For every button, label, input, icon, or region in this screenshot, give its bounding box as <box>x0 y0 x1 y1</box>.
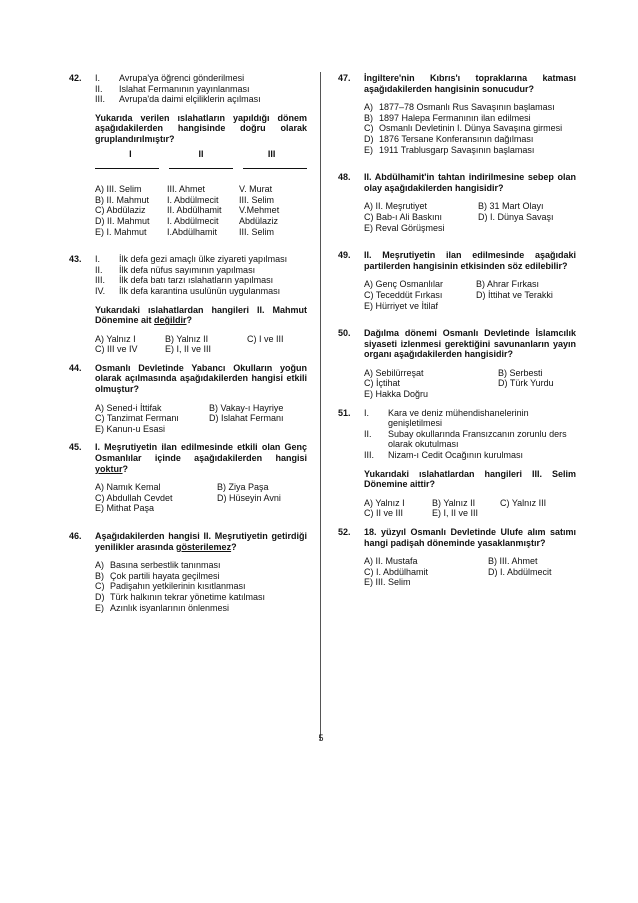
table-header-cell: I <box>129 148 132 159</box>
table-cell: III. Selim <box>239 194 275 205</box>
question-text: İngiltere'nin Kıbrıs'ı topraklarına katması aşağıdakilerden hangisinin sonucudur? <box>364 73 576 94</box>
answer-option[interactable]: E) III. Selim <box>364 577 411 588</box>
answer-option[interactable]: E) I, II ve III <box>432 508 479 519</box>
table-cell: Abdülaziz <box>239 215 279 226</box>
question-text <box>95 305 307 326</box>
question-number: 45. <box>69 442 82 453</box>
option-letter: A) <box>95 560 104 571</box>
question-text-emphasis: değildir <box>154 315 187 326</box>
statement-list <box>95 254 307 296</box>
statement-roman: III. <box>95 275 106 286</box>
question-text: 18. yüzyıl Osmanlı Devletinde Ulufe alım satımı hangi padişah döneminde yasaklanmıştır? <box>364 527 576 548</box>
question-text-pre: I. Meşrutiyetin ilan edilmesinde etkili olan Genç Osmanlılar içinde aşağıdakilerden hangisi <box>95 442 307 464</box>
question-52 <box>338 527 576 588</box>
question-text <box>95 442 307 474</box>
option-letter: E) <box>95 602 104 613</box>
statement-text: Avrupa'da daimi elçiliklerin açılması <box>119 94 261 105</box>
statement-item <box>95 275 307 286</box>
answer-options <box>364 556 576 588</box>
option-letter: C) <box>95 581 105 592</box>
question-number: 44. <box>69 362 82 373</box>
answer-option[interactable]: E) Reval Görüşmesi <box>364 222 445 233</box>
table-cell: E) I. Mahmut <box>95 226 147 237</box>
answer-options <box>95 482 307 514</box>
answer-option[interactable] <box>95 571 307 582</box>
statement-item <box>364 450 576 461</box>
option-text: 1897 Halepa Fermanının ilan edilmesi <box>379 112 531 123</box>
statement-roman: I. <box>95 254 101 265</box>
statement-text: İlk defa batı tarzı ıslahatların yapılması <box>119 275 274 286</box>
answer-options <box>364 279 576 311</box>
statement-roman: III. <box>95 94 106 105</box>
statement-text: İlk defa gezi amaçlı ülke ziyareti yapılması <box>119 254 288 265</box>
option-text: Basına serbestlik tanınması <box>110 560 221 571</box>
table-header-cell: III <box>267 148 276 159</box>
answer-options <box>95 560 307 613</box>
option-letter: B) <box>364 112 373 123</box>
answer-option[interactable]: A) Yalnız I <box>364 497 405 508</box>
question-48 <box>338 172 576 233</box>
statement-item <box>364 429 576 450</box>
option-text: 1876 Tersane Konferansının dağılması <box>379 133 534 144</box>
table-cell: B) II. Mahmut <box>95 194 150 205</box>
statement-roman: IV. <box>95 285 106 296</box>
question-text: II. Abdülhamit'in tahtan indirilmesine sebep olan olay aşağıdakilerden hangisidir? <box>364 172 576 193</box>
question-text: Dağılma dönemi Osmanlı Devletinde İslamcılık siyaseti izlenmesi gerektiğini savunanların yayın organı aşağıdakilerden hangisidir? <box>364 328 576 360</box>
statement-item <box>364 408 576 429</box>
answer-option[interactable]: B) Yalnız II <box>165 333 209 344</box>
answer-option[interactable]: C) İçtihat <box>364 378 401 389</box>
option-letter: B) <box>95 570 104 581</box>
answer-option[interactable]: C) II ve III <box>364 508 404 519</box>
statement-roman: I. <box>95 73 101 83</box>
answer-option[interactable]: A) Sebilürreşat <box>364 367 424 378</box>
option-text: 1877–78 Osmanlı Rus Savaşının başlaması <box>379 102 555 113</box>
answer-options <box>364 498 576 519</box>
statement-roman: II. <box>95 83 103 94</box>
answer-option[interactable]: C) I ve III <box>247 333 284 344</box>
option-text: Çok partili hayata geçilmesi <box>110 570 220 581</box>
answer-options <box>364 102 576 155</box>
answer-option[interactable]: B) Yalnız II <box>432 497 476 508</box>
table-cell: III. Selim <box>239 226 275 237</box>
question-42 <box>69 73 307 237</box>
question-number: 46. <box>69 531 82 541</box>
question-text: II. Meşrutiyetin ilan edilmesinde aşağıdaki partilerden hangisinin etkisinden söz edilebilir? <box>364 250 576 271</box>
question-text: Yukarıda verilen ıslahatların yapıldığı dönem aşağıdakilerden hangisinde doğru olarak gruplandırılmıştır? <box>95 112 307 144</box>
page-number: 5 <box>318 733 324 743</box>
option-letter: A) <box>364 102 373 113</box>
question-text <box>95 531 307 552</box>
answer-option[interactable]: B) Ziya Paşa <box>217 482 269 493</box>
table-header <box>95 149 307 160</box>
table-cell: V.Mehmet <box>239 205 280 216</box>
answer-options <box>364 201 576 233</box>
table-cell: D) II. Mahmut <box>95 215 150 226</box>
answer-option[interactable]: E) Kanun-u Esasi <box>95 423 166 434</box>
answer-option[interactable]: E) Mithat Paşa <box>95 503 155 514</box>
answer-option[interactable]: C) Bab-ı Ali Baskını <box>364 211 443 222</box>
table-header-cell: II <box>198 148 204 159</box>
question-number: 51. <box>338 407 351 418</box>
question-47 <box>338 73 576 155</box>
answer-option[interactable]: C) Abdullah Cevdet <box>95 492 173 503</box>
statement-text: Subay okullarında Fransızcanın zorunlu ders olarak okutulması <box>388 428 567 450</box>
question-number: 43. <box>69 254 82 265</box>
statement-list <box>364 408 576 461</box>
answer-option[interactable]: D) Hüseyin Avni <box>217 492 281 503</box>
statement-roman: III. <box>364 450 375 461</box>
option-letter: E) <box>364 144 373 155</box>
answer-options <box>95 403 307 435</box>
question-text-post: ? <box>231 541 237 552</box>
answer-option[interactable]: B) 31 Mart Olayı <box>478 201 544 212</box>
question-51 <box>338 408 576 519</box>
answer-option[interactable]: C) III ve IV <box>95 344 138 355</box>
answer-option[interactable] <box>95 603 307 614</box>
answer-option[interactable]: D) Islahat Fermanı <box>209 413 284 424</box>
question-text-emphasis: gösterilemez <box>176 541 232 552</box>
answer-option[interactable] <box>95 581 307 592</box>
question-text-pre: Aşağıdakilerden hangisi II. Meşrutiyetin getirdiği yenilikler arasında <box>95 531 307 552</box>
answer-option[interactable] <box>95 227 307 238</box>
statement-text: Avrupa'ya öğrenci gönderilmesi <box>119 73 245 83</box>
question-text: Yukarıdaki ıslahatlardan hangileri III. Selim Dönemine aittir? <box>364 468 576 490</box>
answer-option[interactable]: A) II. Mustafa <box>364 556 418 567</box>
answer-option[interactable]: C) I. Abdülhamit <box>364 566 429 577</box>
statement-item <box>95 84 307 95</box>
statement-text: Kara ve deniz mühendishanelerinin genişletilmesi <box>388 407 529 429</box>
question-50 <box>338 328 576 400</box>
table-cell: I.Abdülhamit <box>167 226 218 237</box>
answer-option[interactable]: B) Ahrar Fırkası <box>476 279 540 290</box>
statement-roman: II. <box>364 428 372 439</box>
table-rows <box>95 184 307 237</box>
option-letter: D) <box>95 591 105 602</box>
answer-option[interactable] <box>364 102 576 113</box>
option-text: Osmanlı Devletinin I. Dünya Savaşına girmesi <box>379 123 563 134</box>
table-cell: III. Ahmet <box>167 184 206 195</box>
table-header-lines <box>95 168 307 170</box>
answer-option[interactable]: D) I. Dünya Savaşı <box>478 211 554 222</box>
answer-option[interactable]: A) Genç Osmanlılar <box>364 279 444 290</box>
answer-option[interactable] <box>95 592 307 603</box>
option-letter: D) <box>364 133 374 144</box>
answer-option[interactable] <box>364 145 576 156</box>
table-cell: C) Abdülaziz <box>95 205 146 216</box>
question-number: 52. <box>338 527 351 537</box>
answer-option[interactable] <box>95 205 307 216</box>
answer-option[interactable]: A) Namık Kemal <box>95 482 161 493</box>
statement-text: Islahat Fermanının yayınlanması <box>119 83 250 94</box>
question-text: Osmanlı Devletinde Yabancı Okulların yoğun olarak açılmasında aşağıdakilerden hangisi etkili olmuştur? <box>95 362 307 395</box>
statement-text: İlk defa karantina usulünün uygulanması <box>119 285 281 296</box>
answer-option[interactable]: A) Sened-i İttifak <box>95 402 162 413</box>
question-text-pre: Yukarıdaki ıslahatlardan hangileri II. Mahmut Dönemine ait <box>95 304 307 326</box>
answer-option[interactable] <box>364 134 576 145</box>
answer-option[interactable]: A) Yalnız I <box>95 333 136 344</box>
question-number: 48. <box>338 172 351 183</box>
answer-option[interactable]: A) II. Meşrutiyet <box>364 201 428 212</box>
answer-option[interactable]: D) I. Abdülmecit <box>488 566 552 577</box>
question-46 <box>69 531 307 613</box>
answer-option[interactable] <box>95 560 307 571</box>
table-cell: A) III. Selim <box>95 184 142 195</box>
statement-list <box>95 73 307 105</box>
answer-option[interactable]: B) Vakay-ı Hayriye <box>209 402 284 413</box>
statement-roman: I. <box>364 407 370 418</box>
answer-option[interactable]: D) İttihat ve Terakki <box>476 289 553 300</box>
table-cell: I. Abdülmecit <box>167 215 219 226</box>
answer-option[interactable]: E) I, II ve III <box>165 344 212 355</box>
answer-option[interactable]: B) III. Ahmet <box>488 556 538 567</box>
answer-option[interactable]: E) Hakka Doğru <box>364 389 429 400</box>
answer-option[interactable] <box>95 195 307 206</box>
option-text: Azınlık isyanlarının önlenmesi <box>110 602 230 613</box>
statement-item <box>95 265 307 276</box>
answer-option[interactable] <box>95 184 307 195</box>
statement-roman: II. <box>95 264 103 275</box>
table-cell: V. Murat <box>239 184 273 195</box>
statement-text: İlk defa nüfus sayımının yapılması <box>119 264 256 275</box>
question-number: 42. <box>69 73 82 83</box>
right-column <box>338 73 576 588</box>
question-number: 50. <box>338 328 351 339</box>
option-letter: C) <box>364 123 374 134</box>
question-text-post: ? <box>122 463 129 474</box>
answer-table <box>95 149 307 238</box>
question-number: 49. <box>338 250 351 261</box>
answer-option[interactable]: D) Türk Yurdu <box>498 378 554 389</box>
statement-item <box>95 94 307 105</box>
table-cell: I. Abdülmecit <box>167 194 219 205</box>
table-cell: II. Abdülhamit <box>167 205 222 216</box>
answer-option[interactable]: C) Yalnız III <box>500 497 547 508</box>
answer-option[interactable]: E) Hürriyet ve İtilaf <box>364 300 439 311</box>
answer-option[interactable] <box>364 113 576 124</box>
question-49 <box>338 250 576 311</box>
answer-option[interactable]: B) Serbesti <box>498 367 543 378</box>
option-text: Padişahın yetkilerinin kısıtlanması <box>110 581 246 592</box>
question-number: 47. <box>338 73 351 83</box>
question-text-emphasis: yoktur <box>95 463 123 474</box>
answer-options <box>364 368 576 400</box>
statement-item <box>95 254 307 265</box>
option-text: 1911 Trablusgarp Savaşının başlaması <box>379 144 535 155</box>
statement-item <box>95 73 307 84</box>
answer-options <box>95 334 307 355</box>
question-45 <box>69 442 307 514</box>
question-43 <box>69 254 307 355</box>
statement-item <box>95 286 307 297</box>
statement-text: Nizam-ı Cedit Ocağının kurulması <box>388 450 524 461</box>
left-column <box>69 73 307 613</box>
answer-option[interactable]: C) Teceddüt Fırkası <box>364 289 443 300</box>
question-44 <box>69 363 307 435</box>
answer-option[interactable]: C) Tanzimat Fermanı <box>95 413 179 424</box>
column-divider <box>320 72 321 740</box>
answer-option[interactable] <box>95 216 307 227</box>
answer-option[interactable] <box>364 123 576 134</box>
option-text: Türk halkının tekrar yönetime katılması <box>110 591 266 602</box>
question-text-post: ? <box>186 315 193 326</box>
